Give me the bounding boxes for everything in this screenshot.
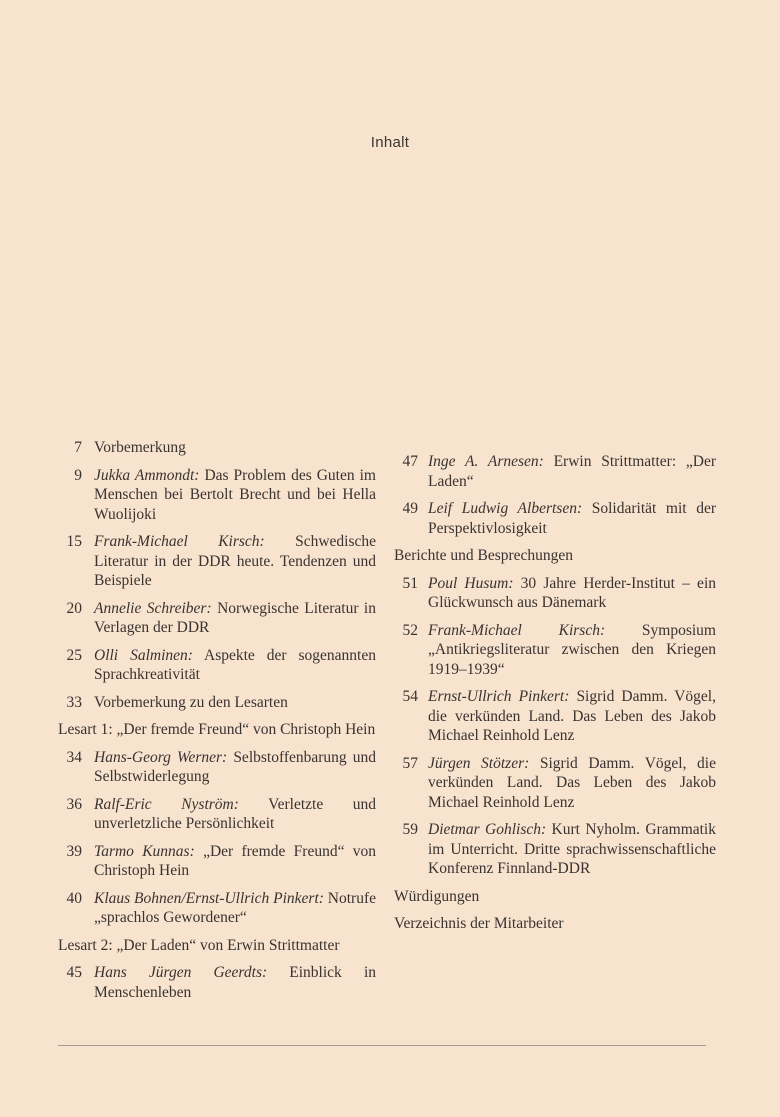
toc-title: Notrufe „sprachlos Gewordener“ (94, 889, 377, 926)
toc-entry (58, 842, 376, 881)
toc-entry (394, 452, 716, 491)
toc-title: Vorbemerkung (94, 439, 186, 456)
toc-page-number: 51 (402, 574, 418, 592)
toc-title: Symposium „Antikriegsliteratur zwischen den Kriegen 1919–1939“ (428, 621, 716, 678)
toc-author: Inge A. Arnesen: (428, 453, 544, 470)
toc-page-number: 15 (66, 533, 82, 550)
toc-entry (58, 889, 376, 928)
toc-section-heading: Würdigungen (394, 887, 480, 905)
toc-author: Frank-Michael Kirsch: (94, 533, 265, 550)
toc-page-number: 47 (402, 453, 418, 470)
toc-author: Jukka Ammondt: (94, 466, 200, 484)
toc-page-number: 49 (402, 500, 418, 517)
toc-author: Olli Salminen: (94, 646, 193, 664)
toc-author: Tarmo Kunnas: (94, 842, 195, 860)
toc-title: Das Problem des Guten im Menschen bei Bertolt Brecht und bei Hella Wuolijoki (94, 466, 376, 523)
bottom-rule (58, 1045, 706, 1046)
toc-title: Sigrid Damm. Vögel, die verkünden Land. Das Leben des Jakob Michael Reinhold Lenz (428, 688, 716, 744)
toc-entry (394, 574, 716, 613)
toc-title: Selbstoffenbarung und Selbstwiderlegung (94, 748, 376, 785)
toc-entry (394, 754, 716, 813)
toc-entry (394, 687, 716, 746)
toc-page-number: 57 (402, 754, 418, 772)
toc-author: Hans-Georg Werner: (94, 748, 228, 766)
toc-title: „Der fremde Freund“ von Christoph Hein (94, 842, 376, 879)
toc-entry (58, 748, 376, 787)
toc-author: Jürgen Stötzer: (428, 754, 530, 772)
toc-page-number: 39 (66, 842, 82, 860)
toc-title: Solidarität mit der Perspektivlosigkeit (428, 500, 716, 537)
toc-entry (394, 621, 716, 680)
toc-author: Klaus Bohnen/Ernst-Ullrich Pinkert: (94, 889, 324, 907)
toc-author: Poul Husum: (428, 574, 514, 592)
toc-right-column (394, 452, 716, 942)
toc-entry (58, 693, 376, 713)
toc-section-heading: Verzeichnis der Mitarbeiter (394, 915, 564, 932)
toc-page-number: 25 (66, 646, 82, 664)
toc-entry (58, 532, 376, 591)
toc-author: Annelie Schreiber: (94, 599, 212, 617)
toc-entry (58, 795, 376, 834)
toc-title: Kurt Nyholm. Grammatik im Unterricht. Dritte sprachwissenschaftliche Konferenz Finnland-DDR (428, 821, 716, 877)
toc-page-number: 40 (66, 889, 82, 907)
toc-entry (58, 438, 376, 458)
toc-author: Ralf-Eric Nyström: (94, 795, 239, 813)
toc-entry (394, 499, 716, 538)
toc-author: Ernst-Ullrich Pinkert: (428, 688, 570, 705)
toc-title: Vorbemerkung zu den Lesarten (94, 693, 288, 711)
toc-page-number: 20 (66, 599, 82, 617)
toc-section-heading: Lesart 1: „Der fremde Freund“ von Christoph Hein (58, 721, 376, 738)
toc-title: Norwegische Literatur in Verlagen der DDR (94, 599, 376, 636)
page-title: Inhalt (370, 134, 410, 151)
toc-entry (394, 820, 716, 879)
toc-page-number: 52 (402, 621, 418, 639)
toc-title: 30 Jahre Herder-Institut – ein Glückwunsch aus Dänemark (428, 574, 716, 611)
toc-page-number: 33 (66, 693, 82, 711)
toc-page-number: 9 (74, 466, 82, 484)
toc-page-number: 45 (66, 964, 82, 981)
toc-section-heading: Lesart 2: „Der Laden“ von Erwin Strittmatter (58, 936, 340, 954)
toc-title: Einblick in Menschenleben (94, 964, 376, 1001)
toc-title: Aspekte der sogenannten Sprachkreativität (94, 646, 376, 683)
toc-entry (58, 963, 376, 1002)
toc-author: Leif Ludwig Albertsen: (428, 500, 583, 517)
toc-author: Dietmar Gohlisch: (428, 821, 547, 838)
toc-entry (58, 646, 376, 685)
toc-author: Hans Jürgen Geerdts: (94, 964, 268, 981)
toc-title: Sigrid Damm. Vögel, die verkünden Land. Das Leben des Jakob Michael Reinhold Lenz (428, 754, 716, 811)
toc-author: Frank-Michael Kirsch: (428, 621, 606, 639)
toc-page-number: 7 (74, 439, 82, 456)
toc-page-number: 59 (402, 821, 418, 838)
toc-page-number: 34 (66, 748, 82, 766)
toc-title: Verletzte und unverletzliche Persönlichkeit (94, 795, 377, 832)
toc-title: Schwedische Literatur in der DDR heute. Tendenzen und Beispiele (94, 533, 376, 589)
toc-left-column (58, 438, 376, 1010)
toc-entry (58, 466, 376, 525)
toc-section-heading: Berichte und Besprechungen (394, 547, 574, 564)
toc-title: Erwin Strittmatter: „Der Laden“ (428, 453, 716, 490)
toc-entry (58, 599, 376, 638)
toc-page-number: 54 (402, 688, 418, 705)
toc-page-number: 36 (66, 795, 82, 813)
